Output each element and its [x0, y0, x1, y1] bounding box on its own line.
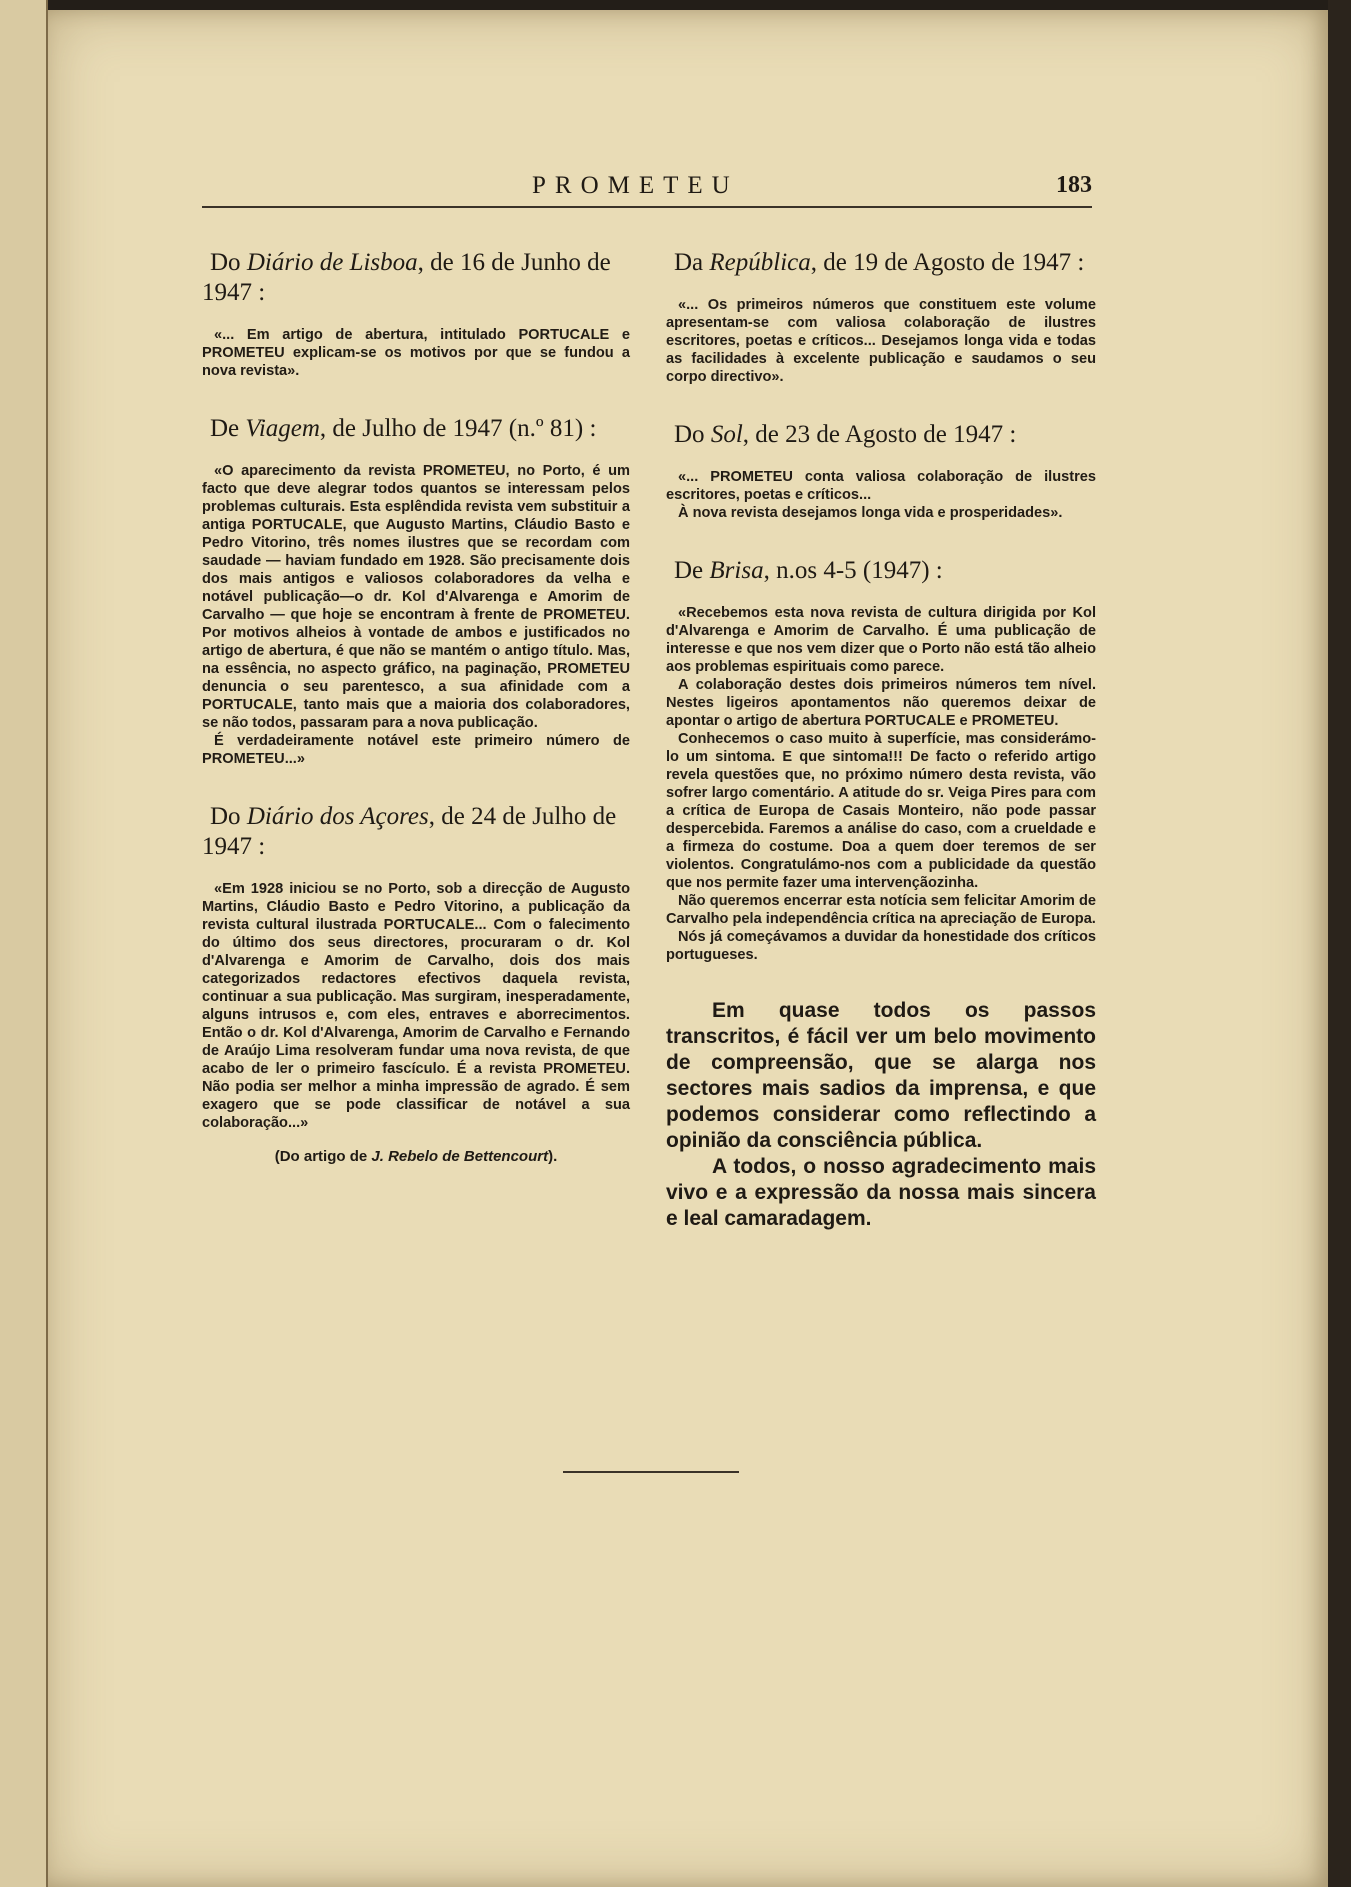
page-number: 183: [1056, 172, 1092, 198]
attribution: (Do artigo de J. Rebelo de Bettencourt).: [274, 1148, 558, 1165]
quote-paragraph: «... PROMETEU conta valiosa colaboração de ilustres escritores, poetas e críticos... À nova revista desejamos longa vida e prosperidades».: [666, 469, 1096, 521]
scan-border-right: [1328, 0, 1351, 1887]
section-heading: Do Diário de Lisboa, de 16 de Junho de 1947 :: [202, 249, 611, 306]
right-column: [666, 248, 1096, 1232]
section-heading: De Viagem, de Julho de 1947 (n.º 81) :: [210, 415, 597, 442]
section-heading: Do Diário dos Açores, de 24 de Julho de 1947 :: [202, 803, 617, 860]
running-title: PROMETEU: [532, 172, 739, 199]
quote-paragraph: «... Em artigo de abertura, intitulado PORTUCALE e PROMETEU explicam-se os motivos por que se fundou a nova revista».: [202, 327, 630, 379]
quote-paragraph: «O aparecimento da revista PROMETEU, no Porto, é um facto que deve alegrar todos quantos se interessam pelos problemas culturais. Esta esplêndida revista vem substituir a antiga PORTUCALE, que Augusto Martins, Cláudio Basto e Pedro Vitorino, três nomes ilustres que se recordam com saudade — haviam fundado em 1928. São precisamente dois dos mais antigos e valiosos colaboradores da velha e notável publicação—o dr. Kol d'Alvarenga e Amorim de Carvalho — que hoje se encontram à frente de PROMETEU. Por motivos alheios à vontade de ambos e justificados no artigo de abertura, é que não se mantém o antigo título. Mas, na essência, no aspecto gráfico, na paginação, PROMETEU denuncia o seu parentesco, a sua afinidade com a PORTUCALE, tanto mais que a maioria dos colaboradores, se não todos, passaram para a nova publicação. É verdadeiramente notável este primeiro número de PROMETEU...»: [202, 463, 630, 767]
quote-paragraph: «... Os primeiros números que constituem este volume apresentam-se com valiosa colaboração de ilustres escritores, poetas e críticos... Desejamos longa vida e todas as facilidades à excelente publicação e saudamos o seu corpo directivo».: [666, 297, 1096, 385]
scan-border-left: [0, 0, 48, 1887]
end-rule: [563, 1471, 739, 1473]
scan-border-top: [0, 0, 1351, 10]
page-header: [202, 172, 1092, 208]
closing-paragraph: Em quase todos os passos transcritos, é fácil ver um belo movimento de compreensão, que se alarga nos sectores mais sadios da imprensa, e que podemos considerar como reflectindo a opinião da consciência pública. A todos, o nosso agradecimento mais vivo e a expressão da nossa mais sincera e leal camaradagem.: [666, 999, 1096, 1230]
quote-paragraph: «Em 1928 iniciou se no Porto, sob a direcção de Augusto Martins, Cláudio Basto e Pedro Vitorino, a publicação da revista cultural ilustrada PORTUCALE... Com o falecimento do último dos seus directores, procuraram o dr. Kol d'Alvarenga e Amorim de Carvalho, dois dos mais categorizados redactores efectivos daquela revista, continuar a sua publicação. Mas surgiram, inesperadamente, alguns intrusos e, com eles, entraves e aborrecimentos. Então o dr. Kol d'Alvarenga, Amorim de Carvalho e Fernando de Araújo Lima resolveram fundar uma nova revista, de que acabo de ler o primeiro fascículo. É a revista PROMETEU. Não podia ser melhor a minha impressão de agrado. É sem exagero que se pode classificar de notável a sua colaboração...»: [202, 881, 630, 1131]
left-column: [202, 248, 630, 1165]
section-heading: Da República, de 19 de Agosto de 1947 :: [674, 249, 1085, 276]
quote-paragraph: «Recebemos esta nova revista de cultura dirigida por Kol d'Alvarenga e Amorim de Carvalho. É uma publicação de interesse e que nos vem dizer que o Porto não está tão alheio aos problemas espirituais como parece. A colaboração destes dois primeiros números tem nível. Nestes ligeiros apontamentos não queremos deixar de apontar o artigo de abertura PORTUCALE e PROMETEU. Conhecemos o caso muito à superfície, mas considerámo-lo um sintoma. E que sintoma!!! De facto o referido artigo revela questões que, no próximo número desta revista, vão sofrer largo comentário. A atitude do sr. Veiga Pires para com a crítica de Europa de Casais Monteiro, não pode passar despercebida. Faremos a análise do caso, com a crueldade e a firmeza do costume. Doa a quem doer teremos de ser violentos. Congratulámo-nos com a publicidade da questão que nos permite fazer uma intervençãozinha. Não queremos encerrar esta notícia sem felicitar Amorim de Carvalho pela independência crítica na apreciação de Europa. Nós já começávamos a duvidar da honestidade dos críticos portugueses.: [666, 605, 1096, 963]
section-heading: Do Sol, de 23 de Agosto de 1947 :: [674, 421, 1017, 448]
section-heading: De Brisa, n.os 4-5 (1947) :: [674, 557, 943, 584]
